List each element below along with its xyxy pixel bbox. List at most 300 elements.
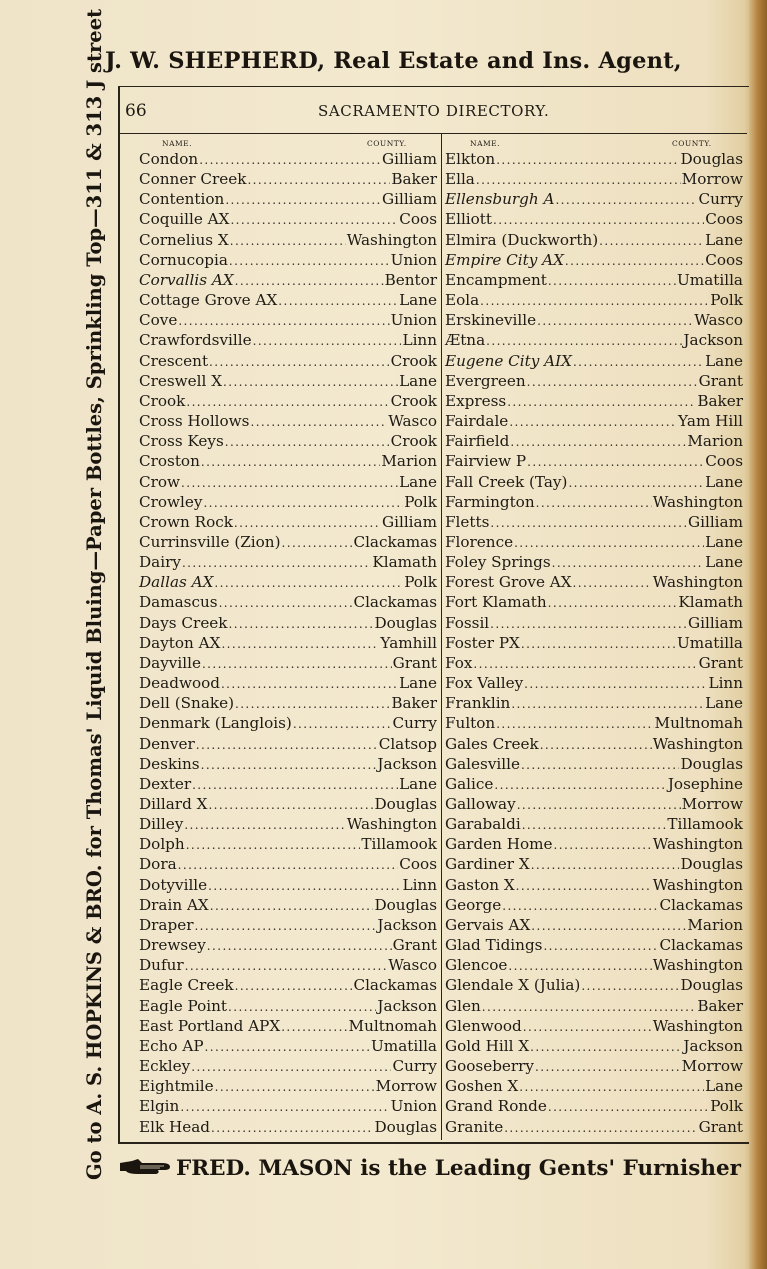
county-name: Curry <box>392 714 437 733</box>
leader-dots <box>514 533 704 553</box>
county-name: Douglas <box>680 754 743 773</box>
town-name: Glad Tidings <box>445 936 543 955</box>
directory-entry <box>445 512 743 532</box>
town-name: Evergreen <box>445 371 526 390</box>
town-name: Dora <box>139 855 177 874</box>
county-name: Baker <box>697 996 743 1015</box>
leader-dots <box>473 654 697 674</box>
county-name: Umatilla <box>677 633 743 652</box>
right-name-header: NAME. <box>470 139 501 148</box>
county-name: Coos <box>705 210 743 229</box>
directory-entry <box>139 351 437 371</box>
county-name: Morrow <box>681 795 743 813</box>
directory-entry <box>445 875 743 895</box>
leader-dots <box>211 1118 373 1138</box>
town-name: Dairy <box>139 553 181 572</box>
book-edge <box>749 0 767 1269</box>
town-name: Creswell X <box>139 371 223 390</box>
county-name: Lane <box>399 472 437 491</box>
leader-dots <box>490 614 687 634</box>
directory-entry <box>139 552 437 572</box>
town-name: Croston <box>139 452 200 471</box>
town-name: Fox Valley <box>445 674 524 693</box>
directory-entry <box>445 209 743 229</box>
county-name: Marion <box>687 915 743 934</box>
directory-entry <box>139 794 437 814</box>
county-name: Clackamas <box>659 936 743 955</box>
bottom-advertisement-text: FRED. MASON is the Leading Gents' Furnisher <box>176 1156 741 1181</box>
town-name: Drain AX <box>139 895 209 914</box>
town-name: Elliott <box>445 210 493 229</box>
leader-dots <box>208 876 401 896</box>
town-name: Fall Creek (Tay) <box>445 472 568 491</box>
column-divider <box>441 133 442 1140</box>
directory-entry <box>139 572 437 592</box>
leader-dots <box>201 755 377 775</box>
leader-dots <box>196 735 378 755</box>
town-name: Denver <box>139 734 195 753</box>
town-name: Eugene City AIX <box>445 351 572 370</box>
town-name: Ellensburgh A <box>445 190 555 209</box>
page-number: 66 <box>125 101 147 121</box>
directory-entry <box>139 371 437 391</box>
leader-dots <box>516 876 652 896</box>
county-name: Clackamas <box>353 976 437 995</box>
county-name: Marion <box>381 452 437 471</box>
town-name: Gold Hill X <box>445 1036 530 1055</box>
leader-dots <box>486 331 682 351</box>
town-name: Deskins <box>139 754 200 773</box>
town-name: Granite <box>445 1117 504 1136</box>
county-name: Gilliam <box>381 150 437 168</box>
directory-entry <box>139 512 437 532</box>
county-name: Grant <box>698 371 743 390</box>
county-name: Bentor <box>384 270 437 289</box>
directory-entry <box>139 1056 437 1076</box>
leader-dots <box>221 634 379 654</box>
directory-entry <box>139 814 437 834</box>
county-name: Tillamook <box>667 815 743 834</box>
county-name: Washington <box>652 573 743 592</box>
town-name: Garden Home <box>445 835 553 854</box>
town-name: Eagle Creek <box>139 976 234 995</box>
leader-dots <box>208 795 373 815</box>
leader-dots <box>510 432 686 452</box>
directory-entry <box>445 1117 743 1137</box>
town-name: Fairdale <box>445 412 509 431</box>
county-name: Washington <box>652 956 743 975</box>
town-name: Dufur <box>139 956 184 975</box>
right-column <box>445 149 743 1137</box>
directory-entry <box>139 330 437 350</box>
town-name: Eckley <box>139 1057 191 1076</box>
leader-dots <box>235 694 390 714</box>
directory-entry <box>445 854 743 874</box>
town-name: Franklin <box>445 694 511 713</box>
directory-entry <box>139 895 437 915</box>
county-name: Lane <box>705 351 743 370</box>
leader-dots <box>207 936 392 956</box>
county-name: Douglas <box>374 1117 437 1136</box>
directory-entry <box>445 975 743 995</box>
county-name: Wasco <box>388 956 437 975</box>
town-name: Dayton AX <box>139 633 221 652</box>
town-name: Coquille AX <box>139 210 230 229</box>
county-name: Clatsop <box>378 734 437 753</box>
directory-entry <box>139 915 437 935</box>
town-name: Cornelius X <box>139 230 229 249</box>
county-name: Lane <box>705 230 743 249</box>
pointing-hand-icon <box>118 1157 174 1177</box>
county-name: Douglas <box>680 976 743 995</box>
town-name: Empire City AX <box>445 250 564 269</box>
leader-dots <box>568 473 704 493</box>
leader-dots <box>223 372 398 392</box>
county-name: Morrow <box>681 1057 743 1076</box>
leader-dots <box>480 291 709 311</box>
county-name: Lane <box>705 472 743 491</box>
leader-dots <box>581 976 679 996</box>
county-name: Morrow <box>375 1077 437 1096</box>
town-name: Foley Springs <box>445 553 551 572</box>
town-name: Glendale X (Julia) <box>445 976 581 995</box>
county-name: Gilliam <box>687 512 743 531</box>
county-name: Coos <box>399 210 437 229</box>
town-name: Galesville <box>445 754 520 773</box>
town-name: Fox <box>445 653 473 672</box>
header-rule <box>118 133 747 134</box>
directory-entry <box>445 290 743 310</box>
county-name: Union <box>390 311 437 330</box>
directory-entry <box>445 472 743 492</box>
directory-entry <box>445 774 743 794</box>
county-name: Lane <box>399 371 437 390</box>
directory-entry <box>139 1096 437 1116</box>
county-name: Jackson <box>377 996 437 1015</box>
right-county-header: COUNTY. <box>672 139 712 148</box>
county-name: Grant <box>698 1117 743 1136</box>
county-name: Klamath <box>372 553 437 572</box>
directory-entry <box>445 1076 743 1096</box>
directory-entry <box>139 209 437 229</box>
leader-dots <box>253 331 402 351</box>
town-name: Dexter <box>139 774 192 793</box>
town-name: Galloway <box>445 795 516 813</box>
county-name: Washington <box>652 734 743 753</box>
county-name: Lane <box>705 1077 743 1096</box>
town-name: Contention <box>139 190 225 209</box>
town-name: Elmira (Duckworth) <box>445 230 599 249</box>
directory-entry <box>139 875 437 895</box>
town-name: Crowley <box>139 492 203 511</box>
side-advertisement: Go to A. S. HOPKINS & BRO. for Thomas' Liquid Bluing—Paper Bottles, Sprinkling Top—311 & 313 J street <box>83 8 106 1180</box>
leader-dots <box>527 372 698 392</box>
town-name: Eightmile <box>139 1077 214 1096</box>
directory-entry <box>445 1056 743 1076</box>
leader-dots <box>535 1057 681 1077</box>
county-name: Morrow <box>681 170 743 189</box>
leader-dots <box>521 755 680 775</box>
leader-dots <box>507 392 696 412</box>
town-name: Crook <box>139 391 186 410</box>
town-name: Deadwood <box>139 674 220 693</box>
town-name: Conner Creek <box>139 170 247 189</box>
directory-entry <box>445 693 743 713</box>
leader-dots <box>293 714 392 734</box>
county-name: Baker <box>391 170 437 189</box>
left-name-header: NAME. <box>162 139 193 148</box>
directory-entry <box>445 310 743 330</box>
county-name: Douglas <box>680 855 743 874</box>
county-name: Polk <box>404 492 437 511</box>
directory-entry <box>139 592 437 612</box>
town-name: Dolph <box>139 835 185 854</box>
leader-dots <box>229 614 374 634</box>
county-name: Linn <box>402 875 437 894</box>
county-name: Union <box>390 250 437 269</box>
leader-dots <box>225 190 381 210</box>
leader-dots <box>209 352 390 372</box>
town-name: Goshen X <box>445 1077 519 1096</box>
leader-dots <box>234 513 381 533</box>
leader-dots <box>181 473 398 493</box>
leader-dots <box>573 352 704 372</box>
leader-dots <box>186 835 361 855</box>
directory-entry <box>139 149 437 169</box>
county-name: Polk <box>710 1097 743 1116</box>
county-name: Polk <box>710 291 743 310</box>
directory-entry <box>445 653 743 673</box>
leader-dots <box>482 997 697 1017</box>
leader-dots <box>247 170 390 190</box>
county-name: Tillamook <box>361 835 437 854</box>
leader-dots <box>548 593 678 613</box>
directory-entry <box>139 1117 437 1137</box>
leader-dots <box>543 936 658 956</box>
town-name: Fulton <box>445 714 496 733</box>
directory-entry <box>445 814 743 834</box>
town-name: Elkton <box>445 150 496 168</box>
leader-dots <box>496 150 679 170</box>
directory-entry <box>445 734 743 754</box>
bottom-advertisement <box>118 1156 758 1181</box>
town-name: Erskineville <box>445 311 537 330</box>
leader-dots <box>210 896 374 916</box>
county-name: Grant <box>392 936 437 955</box>
directory-entry <box>445 250 743 270</box>
leader-dots <box>228 997 376 1017</box>
directory-entry <box>139 834 437 854</box>
town-name: Dillard X <box>139 795 208 813</box>
directory-entry <box>445 955 743 975</box>
directory-entry <box>445 169 743 189</box>
directory-entry <box>139 189 437 209</box>
county-name: Douglas <box>680 150 743 168</box>
county-name: Marion <box>687 432 743 451</box>
leader-dots <box>225 432 390 452</box>
leader-dots <box>229 251 390 271</box>
directory-entry <box>445 270 743 290</box>
town-name: Eagle Point <box>139 996 228 1015</box>
leader-dots <box>554 835 652 855</box>
leader-dots <box>178 311 389 331</box>
town-name: Eola <box>445 291 480 310</box>
leader-dots <box>202 654 392 674</box>
town-name: Crawfordsville <box>139 331 252 350</box>
county-name: Douglas <box>374 613 437 632</box>
town-name: Fletts <box>445 512 490 531</box>
town-name: Crown Rock <box>139 512 233 531</box>
county-name: Curry <box>698 190 743 209</box>
leader-dots <box>476 170 681 190</box>
leader-dots <box>282 533 353 553</box>
directory-entry <box>139 230 437 250</box>
leader-dots <box>281 1017 347 1037</box>
leader-dots <box>504 1118 697 1138</box>
directory-entry <box>445 834 743 854</box>
directory-entry <box>445 794 743 814</box>
directory-entry <box>445 713 743 733</box>
directory-entry <box>445 330 743 350</box>
county-name: Yamhill <box>380 633 437 652</box>
leader-dots <box>219 593 353 613</box>
directory-entry <box>139 754 437 774</box>
county-name: Multnomah <box>654 714 743 733</box>
directory-entry <box>445 431 743 451</box>
directory-entry <box>139 1016 437 1036</box>
running-head: SACRAMENTO DIRECTORY. <box>318 102 550 120</box>
leader-dots <box>502 896 658 916</box>
leader-dots <box>186 392 389 412</box>
town-name: Cornucopia <box>139 250 228 269</box>
town-name: Cross Hollows <box>139 412 250 431</box>
directory-entry <box>139 633 437 653</box>
town-name: Crescent <box>139 351 209 370</box>
leader-dots <box>192 775 398 795</box>
county-name: Douglas <box>374 795 437 813</box>
county-name: Washington <box>652 1016 743 1035</box>
town-name: Cottage Grove AX <box>139 291 278 310</box>
directory-entry <box>445 1016 743 1036</box>
leader-dots <box>523 1017 652 1037</box>
directory-entry <box>139 613 437 633</box>
county-name: Coos <box>399 855 437 874</box>
leader-dots <box>531 916 686 936</box>
county-name: Polk <box>404 573 437 592</box>
directory-entry <box>445 532 743 552</box>
directory-entry <box>139 713 437 733</box>
town-name: Dallas AX <box>139 573 214 592</box>
leader-dots <box>537 311 693 331</box>
town-name: Crow <box>139 472 181 491</box>
town-name: Garabaldi <box>445 815 521 834</box>
town-name: Gales Creek <box>445 734 539 753</box>
leader-dots <box>530 1037 682 1057</box>
directory-entry <box>445 351 743 371</box>
county-name: Linn <box>708 674 743 693</box>
leader-dots <box>201 452 380 472</box>
town-name: Express <box>445 391 507 410</box>
county-name: Grant <box>698 653 743 672</box>
leader-dots <box>552 553 704 573</box>
leader-dots <box>250 412 387 432</box>
county-name: Gilliam <box>381 512 437 531</box>
leader-dots <box>548 271 676 291</box>
directory-entry <box>139 411 437 431</box>
directory-entry <box>139 270 437 290</box>
directory-entry <box>445 754 743 774</box>
directory-entry <box>445 915 743 935</box>
directory-entry <box>445 371 743 391</box>
leader-dots <box>230 210 398 230</box>
town-name: Echo AP <box>139 1036 204 1055</box>
leader-dots <box>182 553 371 573</box>
directory-entry <box>139 996 437 1016</box>
directory-entry <box>445 391 743 411</box>
leader-dots <box>194 916 376 936</box>
directory-entry <box>139 431 437 451</box>
town-name: Gooseberry <box>445 1057 535 1076</box>
left-column <box>139 149 437 1137</box>
leader-dots <box>524 674 707 694</box>
county-name: Coos <box>705 250 743 269</box>
directory-entry <box>139 975 437 995</box>
directory-entry <box>139 774 437 794</box>
county-name: Clackamas <box>353 593 437 612</box>
directory-entry <box>445 895 743 915</box>
town-name: Cross Keys <box>139 432 224 451</box>
county-name: Linn <box>402 331 437 350</box>
county-name: Curry <box>392 1057 437 1076</box>
county-name: Lane <box>399 291 437 310</box>
town-name: Fairview P <box>445 452 527 471</box>
leader-dots <box>235 976 353 996</box>
directory-entry <box>139 673 437 693</box>
town-name: George <box>445 895 502 914</box>
leader-dots <box>511 694 704 714</box>
leader-dots <box>573 573 652 593</box>
leader-dots <box>565 251 704 271</box>
town-name: Dilley <box>139 815 184 834</box>
county-name: Umatilla <box>371 1036 437 1055</box>
county-name: Wasco <box>694 311 743 330</box>
town-name: Dell (Snake) <box>139 694 234 713</box>
directory-entry <box>445 411 743 431</box>
directory-entry <box>139 693 437 713</box>
county-name: Jackson <box>683 1036 743 1055</box>
leader-dots <box>536 493 652 513</box>
county-name: Multnomah <box>348 1016 437 1035</box>
leader-dots <box>230 231 346 251</box>
directory-entry <box>445 1096 743 1116</box>
county-name: Washington <box>346 815 437 834</box>
directory-entry <box>445 451 743 471</box>
leader-dots <box>509 412 677 432</box>
directory-entry <box>139 250 437 270</box>
directory-entry <box>139 472 437 492</box>
county-name: Coos <box>705 452 743 471</box>
town-name: Draper <box>139 915 194 934</box>
leader-dots <box>180 1097 389 1117</box>
directory-entry <box>445 633 743 653</box>
town-name: Glen <box>445 996 481 1015</box>
directory-entry <box>139 492 437 512</box>
directory-entry <box>445 552 743 572</box>
town-name: Glencoe <box>445 956 508 975</box>
leader-dots <box>203 493 403 513</box>
town-name: Ætna <box>445 331 486 350</box>
leader-dots <box>540 735 652 755</box>
